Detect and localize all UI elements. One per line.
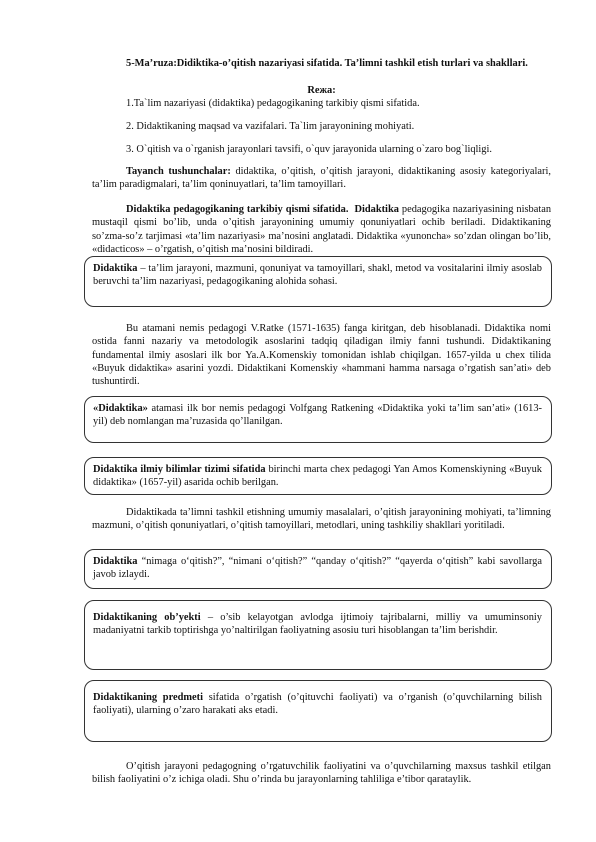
box4-text: “nimaga o‘qitish?”, “nimani o‘qitish?” “qanday o‘qitish?” “qayerda o‘qitish” kabi savollarga javob izlaydi. [93, 556, 542, 581]
box6-term: Didaktikaning predmeti [93, 692, 204, 703]
lecture-title [92, 57, 551, 70]
lecture-title-text: Didiktika-o’qitish nazariyasi sifatida. Ta’limni tashkil etish turlari va shakllari. [176, 58, 528, 69]
definition-box-term-origin [84, 396, 552, 443]
box1-text: – ta’lim jarayoni, mazmuni, qonuniyat va tamoyillari, shakl, metod va vositalarini ilmiy asoslab beruvchi ta’lim nazariyasi, pedagogikaning alohida sohasi. [93, 263, 542, 288]
didactics-intro-text: pedagogika nazariyasining nisbatan mustaqil qismi bo’lib, unda o’qitish jarayonining umumiy qonuniyatlari ochib beriladi. Didaktikaning so’zma-so’z tarjimasi «ta’lim nazariyasi» ma’nosini anglatadi. Didaktika «yunoncha» so’zdan olingan bo’lib, «didacticos» – o’rgatish, o’qitish ma’nosini bildiradi. [92, 204, 552, 255]
keywords-text: didaktika, o’qitish, o’qitish jarayoni, didaktikaning asosiy kategoriyalari, ta’lim paradigmalari, ta’lim qoninuyatlari, ta’lim tamoyillari. [92, 166, 551, 191]
learning-process-paragraph: O’qitish jarayoni pedagogning o’rgatuvchilik faoliyatini va o’quvchilarning maxsus tashkil etilgan bilish faoliyatini o’z ichiga oladi. Shu o’rinda bu jarayonlarning tahliliga e’tibor qarataylik. [92, 761, 551, 786]
box2-text: atamasi ilk bor nemis pedagogi Volfgang Ratkening «Didaktika yoki ta’lim san’ati» (1613-yil) deb nomlangan ma’ruzasida qo’llanilgan. [93, 403, 542, 428]
definition-box-questions [84, 549, 552, 589]
keywords-label: Tayanch tushunchalar: [126, 166, 231, 177]
didactics-term: Didaktika [354, 204, 399, 215]
box3-term: Didaktika ilmiy bilimlar tizimi sifatida [93, 464, 266, 475]
definition-box-subject [84, 680, 552, 742]
box3-text: birinchi marta chex pedagogi Yan Amos Komenskiyning «Buyuk didaktika» (1657-yil) asarida ochib berilgan. [93, 464, 542, 489]
plan-label: Reжa: [307, 85, 336, 96]
definition-box-didactics [84, 256, 552, 307]
box1-term: Didaktika [93, 263, 138, 274]
box5-term: Didaktikaning ob’yekti [93, 612, 201, 623]
plan-item-2: 2. Didaktikaning maqsad va vazifalari. Ta`lim jarayonining mohiyati. [126, 121, 415, 132]
definition-box-knowledge-system [84, 457, 552, 495]
lecture-number: 5-Ma’ruza: [126, 58, 177, 69]
box6-text: sifatida o’rgatish (o’qituvchi faoliyati) va o’rganish (o’quvchilarning bilish faoliyati), ularning o’zaro harakati aks etadi. [93, 692, 542, 717]
plan-item-3: 3. O`qitish va o`rganish jarayonlari tavsifi, o`quv jarayonida ularning o`zaro bog`liqligi. [126, 144, 492, 155]
box5-text: – o’sib kelayotgan avlodga ijtimoiy tajribalarni, milliy va umuminsoniy madaniyatni tarkib toptirishga yo’naltirilgan faoliyatning asosiu turi hisoblangan ta’lim berishdir. [93, 612, 542, 637]
box2-term: «Didaktika» [93, 403, 148, 414]
box4-term: Didaktika [93, 556, 138, 567]
section-heading: Didaktika pedagogikaning tarkibiy qismi sifatida. [126, 204, 349, 215]
didactics-scope-paragraph: Didaktikada ta’limni tashkil etishning umumiy masalalari, o’qitish jarayonining mohiyati, ta’limning mazmuni, o’qitish qonuniyatlari, o’qitish tamoyillari, metodlari, uning tashkiliy shakllari yoritiladi. [92, 507, 551, 532]
plan-item-1: 1.Ta`lim nazariyasi (didaktika) pedagogikaning tarkibiy qismi sifatida. [126, 98, 420, 109]
didactics-intro-paragraph [92, 203, 551, 256]
keywords-paragraph [92, 165, 551, 192]
ratke-paragraph: Bu atamani nemis pedagogi V.Ratke (1571-1635) fanga kiritgan, deb hisoblanadi. Didaktika nomi ostida fanni nazariy va metodologik asoslarini tadqiq qiladigan ilmiy fanni tushundi. Didaktikaning fundamental ilmiy asoslari ilk bor Ya.A.Komenskiy tomonidan ishlab chiqilgan. 1657-yilda u chex tilida «Buyuk didaktika» asarini yozdi. Didaktikani Komenskiy «hammani hamma narsaga o’rgatish san’ati» deb tushuntirdi. [92, 323, 551, 388]
definition-box-object [84, 600, 552, 670]
